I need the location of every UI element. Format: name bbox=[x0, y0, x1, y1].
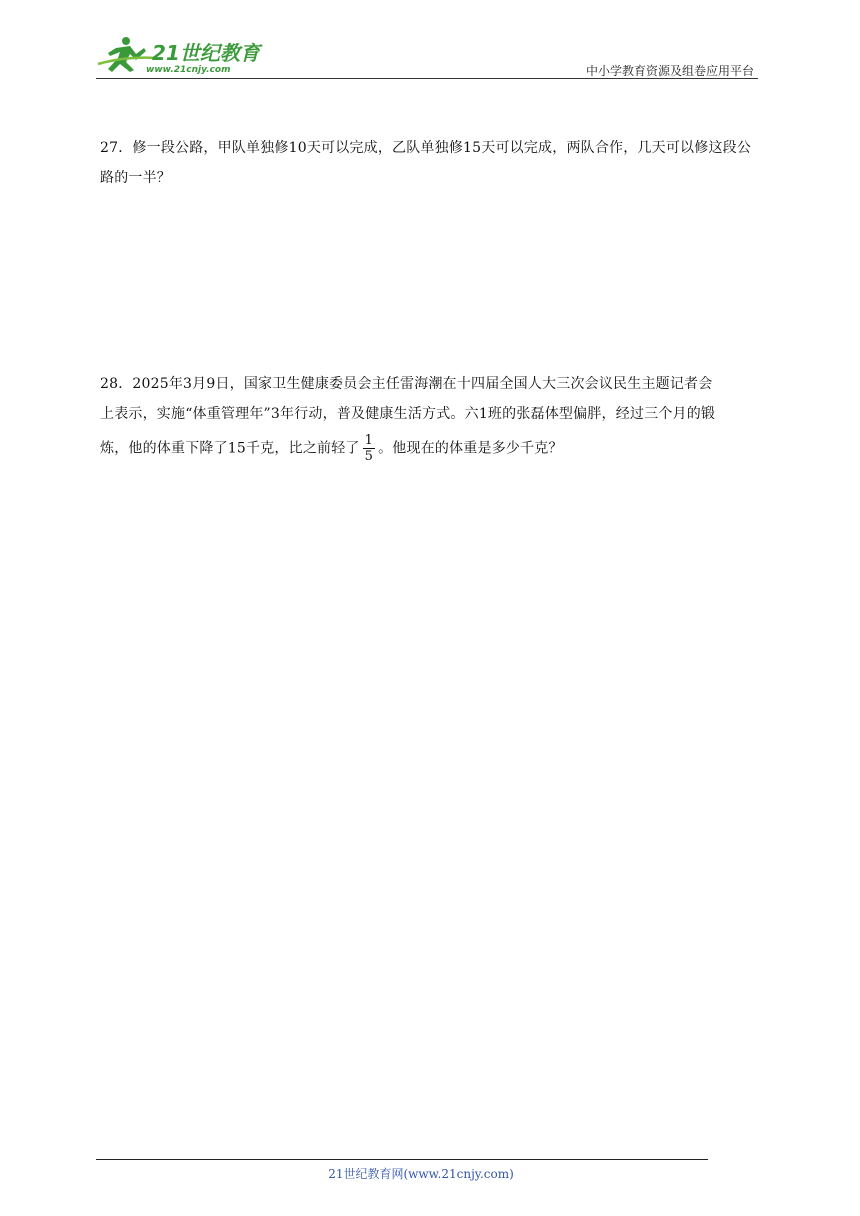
question-28-text-before-fraction: 炼，他的体重下降了15千克，比之前轻了 bbox=[100, 440, 360, 457]
question-27: 27．修一段公路，甲队单独修10天可以完成，乙队单独修15天可以完成，两队合作，几天可以修这段公路的一半？ bbox=[100, 140, 752, 186]
logo-text: 21世纪教育 bbox=[152, 41, 260, 65]
question-28-line-1: 28．2025年3月9日，国家卫生健康委员会主任雷海潮在十四届全国人大三次会议民生主题记者会 bbox=[100, 376, 713, 392]
question-28-text-after-fraction: 。他现在的体重是多少千克？ bbox=[378, 440, 563, 457]
fraction-numerator: 1 bbox=[364, 433, 374, 448]
question-28 bbox=[100, 369, 762, 464]
question-28-line-3 bbox=[100, 433, 762, 464]
fraction bbox=[363, 433, 375, 464]
header-divider bbox=[96, 78, 758, 79]
fraction-denominator: 5 bbox=[364, 449, 374, 464]
footer-link[interactable]: 21世纪教育网(www.21cnjy.com) bbox=[328, 1167, 514, 1181]
logo-21cnjy bbox=[96, 34, 266, 76]
footer-divider bbox=[96, 1159, 708, 1160]
logo-url-text: www.21cnjy.com bbox=[146, 65, 231, 75]
question-28-line-2: 上表示，实施“体重管理年”3年行动，普及健康生活方式。六1班的张磊体型偏胖，经过三个月的锻 bbox=[100, 406, 716, 422]
platform-title: 中小学教育资源及组卷应用平台 bbox=[585, 64, 754, 78]
page-header bbox=[96, 30, 758, 80]
